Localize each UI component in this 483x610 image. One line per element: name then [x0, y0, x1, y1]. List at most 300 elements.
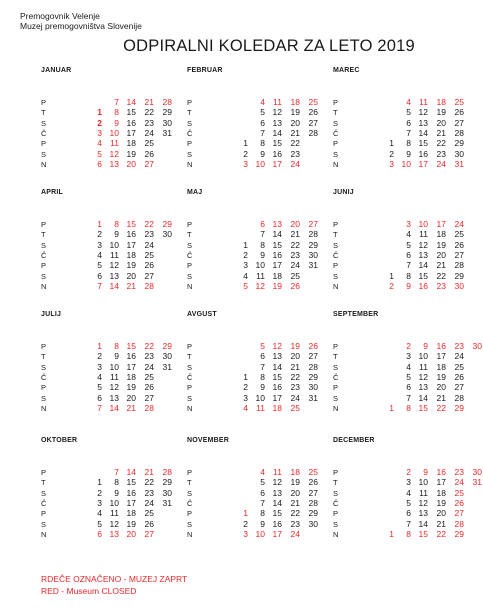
month-block	[333, 67, 483, 175]
day-open: 10	[255, 260, 265, 271]
day-closed: 1	[389, 402, 394, 413]
day-open: 15	[418, 270, 428, 281]
day-open: 19	[436, 497, 446, 508]
weekday-label: Č	[333, 372, 339, 382]
day-open: 13	[272, 117, 282, 128]
day-open: 22	[436, 270, 446, 281]
day-closed: 21	[126, 280, 136, 291]
day-closed: 2	[406, 341, 411, 351]
weekday-label: P	[187, 139, 193, 149]
day-closed: 28	[162, 467, 172, 477]
weekday-label: P	[333, 261, 339, 271]
day-open: 16	[272, 249, 282, 260]
day-open: 17	[126, 127, 136, 138]
weekday-label: T	[41, 230, 46, 240]
day-open: 11	[110, 249, 119, 260]
day-open: 16	[272, 518, 282, 529]
day-closed: 20	[126, 528, 136, 539]
day-open: 24	[454, 351, 464, 362]
day-open: 29	[454, 138, 464, 149]
day-open: 20	[290, 351, 300, 362]
weekday-label: T	[41, 352, 46, 362]
month-block	[41, 311, 191, 419]
day-open: 29	[308, 371, 318, 382]
day-closed: 3	[389, 158, 394, 169]
weekday-label: T	[187, 478, 192, 488]
weekday-label: N	[187, 529, 193, 539]
month-block	[187, 437, 337, 545]
day-open: 17	[436, 351, 446, 362]
day-open: 9	[260, 382, 265, 393]
day-closed: 25	[454, 97, 464, 107]
day-closed: 8	[406, 528, 411, 539]
day-open: 12	[272, 477, 282, 488]
day-closed: 18	[290, 467, 300, 477]
day-open: 14	[272, 127, 282, 138]
day-open: 7	[260, 497, 265, 508]
day-closed: 21	[144, 97, 154, 107]
day-open: 29	[454, 270, 464, 281]
weekday-label: N	[41, 403, 47, 413]
day-closed: 28	[144, 402, 154, 413]
day-open: 12	[109, 260, 119, 271]
day-closed: 8	[114, 107, 119, 118]
weekday-label: S	[41, 271, 47, 281]
day-closed: 17	[418, 158, 428, 169]
day-open: 3	[406, 351, 411, 362]
day-open: 11	[419, 229, 428, 240]
day-open: 6	[260, 117, 265, 128]
day-closed: 25	[308, 97, 318, 107]
day-closed: 23	[454, 467, 464, 477]
day-closed: 5	[243, 280, 248, 291]
day-closed: 13	[109, 158, 119, 169]
day-closed: 3	[243, 158, 248, 169]
day-open: 30	[308, 382, 318, 393]
org-subname: Muzej premogovništva Slovenije	[20, 21, 142, 31]
day-open: 21	[290, 497, 300, 508]
day-closed: 24	[454, 219, 464, 229]
legend-closed-sl: RDEČE OZNAČENO - MUZEJ ZAPRT	[41, 574, 188, 584]
day-closed: 12	[272, 341, 282, 351]
day-open: 20	[436, 508, 446, 519]
day-open: 19	[126, 382, 136, 393]
day-closed: 9	[406, 280, 411, 291]
day-closed: 27	[308, 219, 318, 229]
day-open: 15	[272, 239, 282, 250]
day-closed: 3	[97, 127, 102, 138]
day-open: 29	[162, 107, 172, 118]
day-open: 26	[454, 239, 464, 250]
day-closed: 2	[406, 467, 411, 477]
month-name: JUNIJ	[333, 189, 354, 196]
day-closed: 21	[144, 467, 154, 477]
weekday-label: Č	[333, 498, 339, 508]
weekday-label: P	[41, 98, 47, 107]
day-open: 17	[272, 260, 282, 271]
day-open: 17	[126, 497, 136, 508]
day-open: 10	[109, 239, 119, 250]
day-closed: 19	[272, 280, 282, 291]
day-closed: 12	[109, 148, 119, 159]
day-closed: 16	[418, 280, 428, 291]
day-closed: 12	[255, 280, 265, 291]
day-open: 4	[97, 249, 102, 260]
day-open: 19	[436, 107, 446, 118]
day-closed: 29	[162, 219, 172, 229]
day-open: 31	[162, 497, 172, 508]
day-open: 7	[406, 518, 411, 529]
weekday-label: T	[41, 478, 46, 488]
day-open: 1	[97, 477, 102, 488]
day-open: 29	[308, 508, 318, 519]
month-name: SEPTEMBER	[333, 311, 379, 318]
day-open: 16	[272, 148, 282, 159]
day-open: 10	[418, 351, 428, 362]
day-closed: 9	[114, 117, 119, 128]
day-open: 26	[144, 382, 154, 393]
weekday-label: S	[333, 519, 339, 529]
weekday-label: P	[187, 468, 193, 477]
day-open: 24	[144, 239, 154, 250]
day-open: 19	[126, 148, 136, 159]
day-open: 15	[272, 508, 282, 519]
day-closed: 18	[436, 97, 446, 107]
day-open: 26	[308, 107, 318, 118]
weekday-label: Č	[41, 498, 47, 508]
day-open: 5	[406, 371, 411, 382]
day-open: 1	[389, 270, 394, 281]
day-closed: 20	[126, 158, 136, 169]
day-closed: 24	[290, 158, 300, 169]
day-closed: 24	[436, 158, 446, 169]
day-open: 23	[144, 229, 154, 240]
day-open: 25	[144, 138, 154, 149]
day-closed: 4	[406, 97, 411, 107]
day-open: 2	[389, 148, 394, 159]
day-open: 28	[454, 260, 464, 271]
day-open: 5	[97, 518, 102, 529]
weekday-label: N	[41, 281, 47, 291]
weekday-label: S	[333, 362, 339, 372]
day-open: 28	[308, 229, 318, 240]
day-open: 19	[126, 260, 136, 271]
day-closed: 5	[97, 148, 102, 159]
day-closed: 27	[144, 158, 154, 169]
day-open: 13	[418, 117, 428, 128]
day-open: 21	[290, 127, 300, 138]
day-open: 20	[126, 392, 136, 403]
day-closed: 3	[406, 219, 411, 229]
day-closed: 25	[308, 467, 318, 477]
day-open: 20	[436, 382, 446, 393]
month-block	[187, 67, 337, 175]
day-open: 22	[436, 138, 446, 149]
day-open: 18	[436, 361, 446, 372]
day-closed: 16	[436, 341, 446, 351]
day-open: 26	[308, 477, 318, 488]
day-open: 20	[290, 117, 300, 128]
weekday-label: P	[333, 139, 339, 149]
day-closed: 10	[401, 158, 411, 169]
day-open: 4	[97, 508, 102, 519]
day-open: 29	[308, 239, 318, 250]
day-closed: 11	[273, 97, 282, 107]
day-open: 31	[162, 361, 172, 372]
day-open: 23	[144, 487, 154, 498]
day-open: 28	[308, 127, 318, 138]
day-open: 10	[109, 361, 119, 372]
weekday-label: Č	[187, 372, 193, 382]
day-open: 16	[272, 382, 282, 393]
day-open: 27	[454, 117, 464, 128]
day-open: 4	[406, 229, 411, 240]
day-closed: 9	[423, 467, 428, 477]
day-closed: 14	[109, 402, 119, 413]
day-open: 2	[243, 518, 248, 529]
day-open: 27	[308, 117, 318, 128]
day-open: 19	[290, 477, 300, 488]
weekday-label: P	[41, 468, 47, 477]
weekday-label: S	[41, 149, 47, 159]
day-closed: 14	[126, 97, 136, 107]
weekday-label: Č	[187, 250, 193, 260]
weekday-label: Č	[41, 250, 47, 260]
weekday-label: S	[41, 362, 47, 372]
day-open: 12	[418, 497, 428, 508]
weekday-label: S	[187, 488, 193, 498]
day-open: 27	[144, 270, 154, 281]
day-open: 28	[308, 361, 318, 372]
legend-closed-en: RED - Museum CLOSED	[41, 586, 137, 596]
day-open: 22	[144, 477, 154, 488]
day-open: 16	[126, 229, 136, 240]
weekday-label: N	[187, 403, 193, 413]
day-closed: 30	[454, 280, 464, 291]
day-open: 20	[126, 270, 136, 281]
day-closed: 13	[109, 528, 119, 539]
day-closed: 1	[243, 508, 248, 519]
day-open: 21	[436, 392, 446, 403]
day-open: 12	[418, 371, 428, 382]
day-closed: 29	[162, 341, 172, 351]
weekday-label: S	[187, 393, 193, 403]
day-closed: 8	[114, 341, 119, 351]
day-open: 8	[406, 138, 411, 149]
day-open: 20	[436, 249, 446, 260]
day-open: 11	[110, 371, 119, 382]
day-open: 13	[272, 487, 282, 498]
day-open: 2	[243, 249, 248, 260]
month-name: FEBRUAR	[187, 67, 223, 74]
weekday-label: P	[41, 383, 47, 393]
weekday-label: N	[41, 529, 47, 539]
day-open: 7	[406, 127, 411, 138]
day-closed: 11	[419, 97, 428, 107]
day-open: 27	[308, 487, 318, 498]
day-open: 7	[260, 361, 265, 372]
weekday-label: T	[187, 230, 192, 240]
day-closed: 21	[126, 402, 136, 413]
day-closed: 29	[454, 528, 464, 539]
weekday-label: Č	[333, 128, 339, 138]
day-open: 5	[97, 260, 102, 271]
day-open: 15	[126, 107, 136, 118]
day-open: 8	[260, 138, 265, 149]
month-name: MAJ	[187, 189, 203, 196]
day-closed: 17	[272, 528, 282, 539]
day-closed: 6	[97, 158, 102, 169]
month-block	[333, 311, 483, 419]
weekday-label: S	[333, 271, 339, 281]
day-closed: 30	[472, 341, 482, 351]
day-open: 18	[126, 508, 136, 519]
day-open: 9	[260, 518, 265, 529]
day-open: 15	[418, 138, 428, 149]
day-open: 7	[260, 229, 265, 240]
day-closed: 17	[272, 158, 282, 169]
day-open: 24	[144, 127, 154, 138]
day-open: 20	[436, 117, 446, 128]
month-name: JANUAR	[41, 67, 72, 74]
weekday-label: P	[41, 342, 47, 351]
day-open: 6	[406, 117, 411, 128]
month-name: DECEMBER	[333, 437, 375, 444]
weekday-label: P	[41, 139, 47, 149]
day-open: 6	[406, 508, 411, 519]
day-open: 26	[144, 148, 154, 159]
weekday-label: N	[333, 281, 339, 291]
day-closed: 15	[418, 528, 428, 539]
day-open: 19	[126, 518, 136, 529]
day-open: 15	[272, 371, 282, 382]
day-open: 16	[126, 351, 136, 362]
day-open: 19	[290, 107, 300, 118]
day-closed: 1	[97, 107, 102, 118]
weekday-label: Č	[187, 498, 193, 508]
weekday-label: P	[41, 509, 47, 519]
weekday-label: N	[187, 281, 193, 291]
day-open: 21	[436, 127, 446, 138]
weekday-label: P	[333, 342, 339, 351]
day-closed: 28	[162, 97, 172, 107]
day-closed: 10	[109, 127, 119, 138]
page-title: ODPIRALNI KOLEDAR ZA LETO 2019	[123, 37, 415, 55]
day-closed: 11	[110, 138, 119, 149]
day-open: 6	[260, 351, 265, 362]
day-closed: 4	[243, 402, 248, 413]
day-open: 25	[144, 371, 154, 382]
weekday-label: S	[41, 519, 47, 529]
weekday-label: S	[333, 393, 339, 403]
day-open: 4	[406, 361, 411, 372]
day-closed: 4	[260, 97, 265, 107]
day-open: 17	[272, 392, 282, 403]
day-open: 3	[97, 361, 102, 372]
month-name: OKTOBER	[41, 437, 78, 444]
weekday-label: N	[333, 529, 339, 539]
weekday-label: Č	[41, 128, 47, 138]
day-open: 21	[436, 518, 446, 529]
day-closed: 26	[290, 280, 300, 291]
day-open: 22	[290, 138, 300, 149]
day-open: 13	[109, 270, 119, 281]
weekday-label: P	[187, 220, 193, 229]
day-closed: 8	[406, 402, 411, 413]
day-open: 18	[126, 371, 136, 382]
weekday-label: S	[41, 488, 47, 498]
day-open: 9	[406, 148, 411, 159]
day-open: 14	[272, 361, 282, 372]
day-open: 5	[97, 382, 102, 393]
day-closed: 25	[454, 487, 464, 498]
day-open: 3	[243, 260, 248, 271]
day-open: 10	[255, 392, 265, 403]
day-closed: 18	[272, 402, 282, 413]
day-open: 9	[260, 148, 265, 159]
month-block	[333, 437, 483, 545]
month-name: AVGUST	[187, 311, 217, 318]
day-closed: 5	[260, 341, 265, 351]
weekday-label: P	[333, 220, 339, 229]
day-open: 11	[419, 487, 428, 498]
day-open: 26	[454, 371, 464, 382]
day-closed: 11	[256, 402, 265, 413]
day-open: 9	[114, 351, 119, 362]
weekday-label: T	[41, 108, 46, 118]
day-closed: 23	[454, 341, 464, 351]
weekday-label: P	[187, 383, 193, 393]
day-closed: 24	[290, 528, 300, 539]
day-open: 25	[454, 229, 464, 240]
day-closed: 1	[97, 341, 102, 351]
day-open: 30	[162, 229, 172, 240]
day-open: 23	[290, 148, 300, 159]
day-open: 22	[290, 508, 300, 519]
weekday-label: P	[187, 509, 193, 519]
month-block	[41, 437, 191, 545]
day-closed: 26	[308, 341, 318, 351]
day-open: 4	[243, 270, 248, 281]
day-open: 18	[436, 487, 446, 498]
day-closed: 14	[109, 280, 119, 291]
day-open: 24	[144, 361, 154, 372]
day-open: 18	[436, 229, 446, 240]
weekday-label: S	[333, 118, 339, 128]
day-open: 8	[114, 477, 119, 488]
day-open: 25	[144, 249, 154, 260]
day-closed: 28	[454, 518, 464, 529]
day-open: 7	[406, 260, 411, 271]
day-open: 30	[454, 148, 464, 159]
day-open: 25	[290, 270, 300, 281]
day-open: 25	[144, 508, 154, 519]
weekday-label: S	[187, 362, 193, 372]
day-open: 5	[406, 239, 411, 250]
day-closed: 4	[97, 138, 102, 149]
weekday-label: S	[41, 118, 47, 128]
day-open: 31	[162, 127, 172, 138]
day-closed: 17	[436, 219, 446, 229]
day-open: 4	[97, 371, 102, 382]
day-open: 2	[97, 351, 102, 362]
day-closed: 24	[454, 477, 464, 488]
day-open: 11	[110, 508, 119, 519]
day-open: 1	[243, 371, 248, 382]
day-open: 4	[406, 487, 411, 498]
day-open: 18	[126, 249, 136, 260]
day-open: 3	[97, 497, 102, 508]
